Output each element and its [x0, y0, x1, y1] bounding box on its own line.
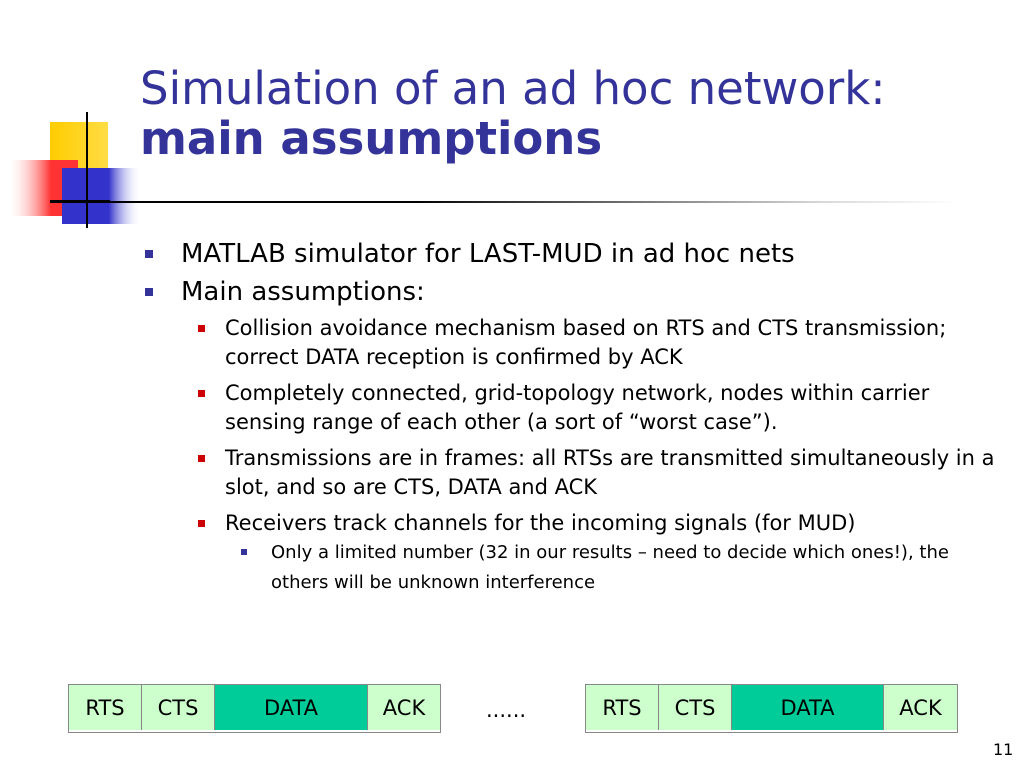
title-line-1: Simulation of an ad hoc network: [140, 62, 886, 115]
page-number: 11 [993, 740, 1014, 759]
sub-bullet-item [181, 314, 1003, 372]
square-bullet-icon [198, 455, 205, 462]
square-bullet-icon [198, 325, 205, 332]
sub-bullet-item [181, 379, 1003, 437]
ellipsis: ...... [486, 698, 527, 722]
frame-cell-ack: ACK [368, 685, 440, 730]
frame-cell-rts: RTS [69, 685, 142, 730]
frame-cell-data: DATA [732, 685, 884, 730]
square-bullet-icon [241, 549, 247, 555]
slide-logo [0, 0, 160, 240]
frame-cell-cts: CTS [659, 685, 732, 730]
sub-bullet-item [181, 444, 1003, 502]
bullet-list [143, 236, 1003, 605]
sub-sub-bullet-text: Only a limited number (32 in our results – need to decide which ones!), the others will be unknown interference [271, 542, 949, 593]
sub-sub-bullet-list [225, 538, 1003, 598]
square-bullet-icon [145, 288, 153, 296]
sub-bullet-list [181, 314, 1003, 598]
slide-title [140, 64, 1010, 164]
bullet-text: MATLAB simulator for LAST-MUD in ad hoc nets [181, 239, 795, 269]
bullet-item [143, 236, 1003, 272]
frame-cell-data: DATA [215, 685, 368, 730]
title-line-2: main assumptions [140, 112, 603, 165]
square-bullet-icon [198, 390, 205, 397]
bullet-item [143, 274, 1003, 598]
frame-cell-ack: ACK [884, 685, 957, 730]
sub-bullet-item [181, 509, 1003, 598]
sub-bullet-text: Transmissions are in frames: all RTSs are transmitted simultaneously in a slot, and so are CTS, DATA and ACK [225, 446, 995, 499]
square-bullet-icon [145, 250, 153, 258]
sub-bullet-text: Receivers track channels for the incoming signals (for MUD) [225, 511, 856, 535]
frame-sequence-1 [68, 684, 441, 733]
title-divider [50, 201, 960, 203]
sub-sub-bullet-item [225, 538, 1003, 598]
square-bullet-icon [198, 520, 205, 527]
frame-sequence-2 [585, 684, 958, 733]
sub-bullet-text: Collision avoidance mechanism based on RTS and CTS transmission; correct DATA reception is confirmed by ACK [225, 316, 947, 369]
frame-cell-rts: RTS [586, 685, 659, 730]
frame-cell-cts: CTS [142, 685, 215, 730]
bullet-text: Main assumptions: [181, 277, 425, 307]
sub-bullet-text: Completely connected, grid-topology network, nodes within carrier sensing range of each other (a sort of “worst case”). [225, 381, 930, 434]
